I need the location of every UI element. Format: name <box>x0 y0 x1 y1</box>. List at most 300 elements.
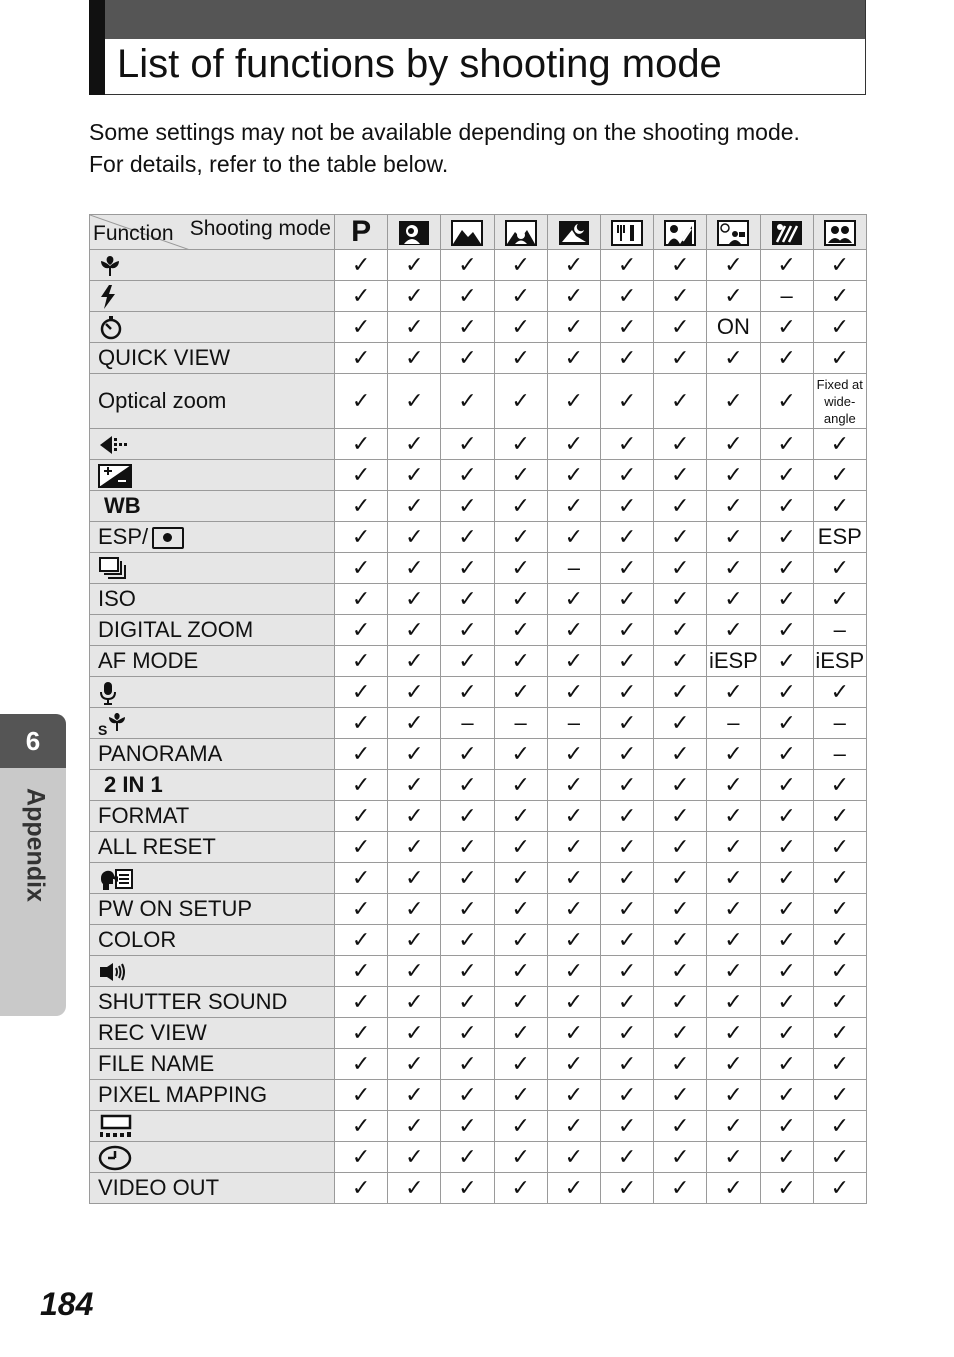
availability-cell: ✓ <box>388 708 441 739</box>
header-row <box>90 215 867 250</box>
availability-cell: ✓ <box>813 1080 866 1111</box>
function-label: DIGITAL ZOOM <box>98 617 254 642</box>
availability-cell: ✓ <box>335 281 388 312</box>
night-scene-mode-icon <box>558 218 590 243</box>
availability-cell: ✓ <box>813 677 866 708</box>
availability-cell: ✓ <box>441 522 494 553</box>
availability-cell: ✓ <box>760 770 813 801</box>
availability-cell: ✓ <box>600 677 653 708</box>
availability-cell: ✓ <box>707 374 760 429</box>
mode-label: P <box>351 215 372 248</box>
table-row <box>90 770 867 801</box>
availability-cell: ✓ <box>388 1018 441 1049</box>
function-name <box>90 460 335 491</box>
availability-cell: ✓ <box>600 553 653 584</box>
availability-cell: ✓ <box>547 312 600 343</box>
availability-cell: ✓ <box>760 615 813 646</box>
availability-cell: – <box>441 708 494 739</box>
function-name <box>90 429 335 460</box>
function-label: COLOR <box>98 927 177 952</box>
availability-cell: ✓ <box>441 460 494 491</box>
function-label: PW ON SETUP <box>98 896 253 921</box>
availability-cell: ✓ <box>441 1142 494 1173</box>
availability-cell: ✓ <box>654 863 707 894</box>
availability-cell: ✓ <box>547 1111 600 1142</box>
availability-cell: ✓ <box>547 925 600 956</box>
function-name <box>90 250 335 281</box>
availability-cell: ✓ <box>813 281 866 312</box>
availability-cell: ✓ <box>654 1018 707 1049</box>
availability-cell: ✓ <box>388 553 441 584</box>
availability-cell: ✓ <box>494 553 547 584</box>
availability-cell: ✓ <box>600 1049 653 1080</box>
self-portrait-mode-icon <box>717 218 749 243</box>
chapter-label: Appendix <box>21 788 50 902</box>
availability-cell: ✓ <box>494 832 547 863</box>
function-name <box>90 1142 335 1173</box>
availability-cell: ✓ <box>335 646 388 677</box>
function-name <box>90 1018 335 1049</box>
function-name <box>90 374 335 429</box>
availability-cell: ✓ <box>547 491 600 522</box>
availability-cell: ✓ <box>388 1049 441 1080</box>
intro-text <box>89 116 800 180</box>
function-label: PANORAMA <box>98 741 223 766</box>
function-name <box>90 1049 335 1080</box>
availability-cell: ✓ <box>335 460 388 491</box>
availability-cell: ✓ <box>335 739 388 770</box>
availability-cell: ✓ <box>654 801 707 832</box>
availability-cell: ✓ <box>654 250 707 281</box>
availability-cell: ✓ <box>547 615 600 646</box>
availability-cell: ✓ <box>654 770 707 801</box>
availability-cell: ✓ <box>654 987 707 1018</box>
availability-cell: ✓ <box>335 801 388 832</box>
function-label: ISO <box>98 586 136 611</box>
availability-cell: ✓ <box>441 1173 494 1204</box>
availability-cell: ✓ <box>494 1142 547 1173</box>
mode-header-program-mode <box>335 215 388 250</box>
availability-cell: ✓ <box>600 374 653 429</box>
availability-cell: ✓ <box>388 894 441 925</box>
availability-cell: ✓ <box>654 1142 707 1173</box>
cuisine-mode-icon <box>611 218 643 243</box>
table-row <box>90 863 867 894</box>
table-row <box>90 460 867 491</box>
availability-cell: ✓ <box>494 312 547 343</box>
availability-cell: ✓ <box>813 491 866 522</box>
availability-cell: ✓ <box>441 1018 494 1049</box>
table-row <box>90 801 867 832</box>
mode-header-self-portrait-mode-icon <box>707 215 760 250</box>
availability-cell: ✓ <box>600 770 653 801</box>
availability-cell: ✓ <box>494 250 547 281</box>
availability-cell: ✓ <box>547 739 600 770</box>
availability-cell: ✓ <box>707 1173 760 1204</box>
availability-cell: ✓ <box>388 832 441 863</box>
table-row <box>90 312 867 343</box>
availability-cell: ✓ <box>813 770 866 801</box>
sports-mode-icon <box>771 218 803 243</box>
availability-cell: ✓ <box>388 925 441 956</box>
availability-cell: ✓ <box>494 1080 547 1111</box>
availability-cell: ✓ <box>547 429 600 460</box>
function-name <box>90 522 335 553</box>
availability-cell: ✓ <box>547 1018 600 1049</box>
availability-cell: ✓ <box>600 894 653 925</box>
availability-cell: ✓ <box>760 646 813 677</box>
availability-cell: ✓ <box>760 863 813 894</box>
page-number: 184 <box>40 1286 94 1322</box>
availability-cell: ✓ <box>654 956 707 987</box>
availability-cell: ✓ <box>547 584 600 615</box>
table-row <box>90 677 867 708</box>
availability-cell: ✓ <box>441 491 494 522</box>
availability-cell: ✓ <box>760 584 813 615</box>
function-label: PIXEL MAPPING <box>98 1082 268 1107</box>
availability-cell: ✓ <box>547 646 600 677</box>
availability-cell: ✓ <box>388 801 441 832</box>
availability-cell: ✓ <box>654 832 707 863</box>
table-row <box>90 1049 867 1080</box>
availability-cell: ✓ <box>813 832 866 863</box>
availability-cell: ✓ <box>600 708 653 739</box>
availability-cell: ✓ <box>600 250 653 281</box>
function-name <box>90 615 335 646</box>
availability-cell: ✓ <box>547 522 600 553</box>
page-title: List of functions by shooting mode <box>117 42 722 86</box>
function-name <box>90 343 335 374</box>
availability-cell: ✓ <box>600 281 653 312</box>
availability-cell: ✓ <box>494 522 547 553</box>
table-row <box>90 832 867 863</box>
availability-cell: ✓ <box>600 863 653 894</box>
table-row <box>90 615 867 646</box>
availability-cell: ✓ <box>388 646 441 677</box>
microphone-icon <box>98 678 118 703</box>
function-label: VIDEO OUT <box>98 1175 220 1200</box>
availability-cell: ✓ <box>600 1173 653 1204</box>
availability-cell: ✓ <box>707 1018 760 1049</box>
intro-line: Some settings may not be available depending on the shooting mode. <box>89 119 800 145</box>
table-row <box>90 491 867 522</box>
availability-cell: ✓ <box>441 250 494 281</box>
availability-cell: ✓ <box>335 1173 388 1204</box>
table-row <box>90 250 867 281</box>
availability-cell: ✓ <box>335 987 388 1018</box>
title-accent-bar <box>89 0 105 95</box>
function-name <box>90 956 335 987</box>
macro-icon <box>98 252 122 277</box>
function-label: QUICK VIEW <box>98 345 231 370</box>
availability-cell: ✓ <box>600 1018 653 1049</box>
availability-cell: Fixed at wide-angle <box>813 374 866 429</box>
availability-cell: ✓ <box>707 832 760 863</box>
availability-cell: ✓ <box>441 677 494 708</box>
table-row <box>90 1018 867 1049</box>
availability-cell: ✓ <box>654 343 707 374</box>
availability-cell: ✓ <box>707 1142 760 1173</box>
language-icon <box>98 864 134 889</box>
availability-cell: ✓ <box>441 312 494 343</box>
availability-cell: ✓ <box>494 987 547 1018</box>
availability-cell: ✓ <box>335 894 388 925</box>
availability-cell: ✓ <box>707 956 760 987</box>
availability-cell: ✓ <box>494 801 547 832</box>
availability-cell: iESP <box>707 646 760 677</box>
availability-cell: ✓ <box>494 374 547 429</box>
availability-cell: ✓ <box>441 584 494 615</box>
availability-cell: ✓ <box>707 553 760 584</box>
availability-cell: ✓ <box>494 677 547 708</box>
availability-cell: ✓ <box>335 553 388 584</box>
super-macro-icon <box>98 709 128 737</box>
availability-cell: ✓ <box>813 1173 866 1204</box>
availability-cell: ✓ <box>388 739 441 770</box>
function-table <box>89 214 867 1204</box>
availability-cell: ✓ <box>654 677 707 708</box>
availability-cell: ✓ <box>813 925 866 956</box>
function-name <box>90 801 335 832</box>
landscape-portrait-mode-icon <box>505 218 537 243</box>
function-label: AF MODE <box>98 648 199 673</box>
availability-cell: ✓ <box>760 374 813 429</box>
availability-cell: ✓ <box>760 1173 813 1204</box>
availability-cell: ✓ <box>494 491 547 522</box>
availability-cell: ✓ <box>335 863 388 894</box>
availability-cell: ✓ <box>547 1142 600 1173</box>
availability-cell: ✓ <box>388 250 441 281</box>
availability-cell: ✓ <box>600 343 653 374</box>
availability-cell: ✓ <box>441 956 494 987</box>
beep-sound-icon <box>98 958 128 983</box>
availability-cell: ✓ <box>441 770 494 801</box>
function-name <box>90 708 335 739</box>
availability-cell: ✓ <box>494 863 547 894</box>
availability-cell: ✓ <box>494 739 547 770</box>
availability-cell: ✓ <box>654 646 707 677</box>
availability-cell: ✓ <box>494 1049 547 1080</box>
availability-cell: ✓ <box>813 584 866 615</box>
availability-cell: ✓ <box>600 801 653 832</box>
availability-cell: ✓ <box>654 312 707 343</box>
availability-cell: ✓ <box>441 1049 494 1080</box>
availability-cell: ✓ <box>707 429 760 460</box>
availability-cell: ✓ <box>335 584 388 615</box>
availability-cell: ✓ <box>388 677 441 708</box>
availability-cell: ✓ <box>600 584 653 615</box>
corner-header <box>90 215 335 250</box>
availability-cell: – <box>813 739 866 770</box>
availability-cell: ✓ <box>654 1173 707 1204</box>
availability-cell: ✓ <box>335 677 388 708</box>
availability-cell: ✓ <box>600 1111 653 1142</box>
availability-cell: ✓ <box>813 343 866 374</box>
availability-cell: ✓ <box>441 281 494 312</box>
availability-cell: ✓ <box>600 522 653 553</box>
availability-cell: ✓ <box>760 894 813 925</box>
table-row <box>90 894 867 925</box>
availability-cell: ✓ <box>707 343 760 374</box>
availability-cell: ✓ <box>813 894 866 925</box>
availability-cell: ✓ <box>335 832 388 863</box>
availability-cell: ✓ <box>813 1142 866 1173</box>
availability-cell: ✓ <box>707 770 760 801</box>
function-name <box>90 553 335 584</box>
availability-cell: ✓ <box>813 987 866 1018</box>
table-row <box>90 1111 867 1142</box>
availability-cell: ✓ <box>335 925 388 956</box>
sequential-shooting-icon <box>98 554 130 579</box>
availability-cell: ✓ <box>388 460 441 491</box>
availability-cell: ✓ <box>441 894 494 925</box>
function-label: WB <box>104 493 141 518</box>
function-name <box>90 281 335 312</box>
availability-cell: ✓ <box>441 646 494 677</box>
availability-cell: ✓ <box>494 1173 547 1204</box>
availability-cell: ✓ <box>600 615 653 646</box>
availability-cell: ✓ <box>654 281 707 312</box>
availability-cell: ✓ <box>547 956 600 987</box>
table-row <box>90 584 867 615</box>
availability-cell: ✓ <box>600 491 653 522</box>
availability-cell: ✓ <box>494 429 547 460</box>
availability-cell: ✓ <box>388 281 441 312</box>
availability-cell: ✓ <box>388 429 441 460</box>
availability-cell: ✓ <box>494 956 547 987</box>
self-timer-icon <box>98 313 124 338</box>
availability-cell: ✓ <box>813 312 866 343</box>
mode-header-sports-mode-icon <box>760 215 813 250</box>
availability-cell: ✓ <box>388 584 441 615</box>
availability-cell: ✓ <box>760 1080 813 1111</box>
availability-cell: ✓ <box>707 584 760 615</box>
function-name <box>90 987 335 1018</box>
table-row <box>90 956 867 987</box>
function-label: ESP/ <box>98 524 149 549</box>
availability-cell: ✓ <box>441 739 494 770</box>
availability-cell: ✓ <box>494 281 547 312</box>
flash-icon <box>98 282 118 307</box>
table-row <box>90 646 867 677</box>
availability-cell: ✓ <box>335 1018 388 1049</box>
availability-cell: ✓ <box>707 739 760 770</box>
availability-cell: ✓ <box>654 553 707 584</box>
function-label: FILE NAME <box>98 1051 215 1076</box>
availability-cell: ✓ <box>335 956 388 987</box>
monitor-brightness-icon <box>98 1112 134 1137</box>
table-row <box>90 708 867 739</box>
availability-cell: ✓ <box>760 429 813 460</box>
availability-cell: ✓ <box>441 343 494 374</box>
availability-cell: ✓ <box>600 312 653 343</box>
availability-cell: ✓ <box>760 1018 813 1049</box>
table-row <box>90 1142 867 1173</box>
availability-cell: ✓ <box>388 312 441 343</box>
availability-cell: ✓ <box>547 250 600 281</box>
availability-cell: ✓ <box>707 987 760 1018</box>
function-label: Function <box>93 222 174 245</box>
availability-cell: ✓ <box>441 987 494 1018</box>
availability-cell: ✓ <box>654 1111 707 1142</box>
landscape-mode-icon <box>451 218 483 243</box>
group-mode-icon <box>824 218 856 243</box>
availability-cell: ✓ <box>813 956 866 987</box>
availability-cell: ✓ <box>335 374 388 429</box>
availability-cell: ✓ <box>335 429 388 460</box>
availability-cell: ✓ <box>707 801 760 832</box>
availability-cell: ✓ <box>494 1111 547 1142</box>
availability-cell: ✓ <box>335 491 388 522</box>
availability-cell: – <box>547 553 600 584</box>
availability-cell: iESP <box>813 646 866 677</box>
spot-metering-icon <box>152 527 184 549</box>
availability-cell: ✓ <box>335 343 388 374</box>
availability-cell: ✓ <box>760 1111 813 1142</box>
function-name <box>90 1111 335 1142</box>
availability-cell: ✓ <box>654 522 707 553</box>
function-name <box>90 863 335 894</box>
availability-cell: ✓ <box>494 584 547 615</box>
availability-cell: ✓ <box>547 281 600 312</box>
availability-cell: ✓ <box>654 1080 707 1111</box>
function-label: SHUTTER SOUND <box>98 989 288 1014</box>
availability-cell: ✓ <box>760 739 813 770</box>
function-name <box>90 770 335 801</box>
availability-cell: ✓ <box>760 832 813 863</box>
table-row <box>90 739 867 770</box>
mode-header-indoor-mode-icon <box>654 215 707 250</box>
availability-cell: ✓ <box>600 429 653 460</box>
availability-cell: ✓ <box>707 1049 760 1080</box>
availability-cell: ✓ <box>707 1080 760 1111</box>
availability-cell: ✓ <box>388 374 441 429</box>
availability-cell: ON <box>707 312 760 343</box>
table-row <box>90 925 867 956</box>
mode-header-cuisine-mode-icon <box>600 215 653 250</box>
availability-cell: ✓ <box>335 615 388 646</box>
availability-cell: ✓ <box>707 281 760 312</box>
function-name <box>90 1173 335 1204</box>
availability-cell: ✓ <box>813 460 866 491</box>
availability-cell: ✓ <box>494 770 547 801</box>
availability-cell: ✓ <box>335 770 388 801</box>
availability-cell: ✓ <box>760 1049 813 1080</box>
availability-cell: ✓ <box>547 770 600 801</box>
availability-cell: ✓ <box>654 925 707 956</box>
exposure-compensation-icon <box>98 462 132 487</box>
table-row <box>90 429 867 460</box>
availability-cell: ✓ <box>547 1049 600 1080</box>
function-name <box>90 1080 335 1111</box>
availability-cell: ✓ <box>654 460 707 491</box>
availability-cell: ✓ <box>547 460 600 491</box>
title-box <box>89 0 866 95</box>
availability-cell: ✓ <box>654 615 707 646</box>
availability-cell: ✓ <box>654 894 707 925</box>
availability-cell: ✓ <box>813 429 866 460</box>
availability-cell: ✓ <box>654 429 707 460</box>
function-label: 2 IN 1 <box>104 772 163 797</box>
availability-cell: ✓ <box>707 491 760 522</box>
image-quality-icon <box>98 431 130 456</box>
availability-cell: ✓ <box>335 1142 388 1173</box>
availability-cell: ✓ <box>654 1049 707 1080</box>
availability-cell: ✓ <box>813 250 866 281</box>
availability-cell: ✓ <box>760 460 813 491</box>
availability-cell: ✓ <box>494 925 547 956</box>
mode-header-portrait-mode-icon <box>388 215 441 250</box>
